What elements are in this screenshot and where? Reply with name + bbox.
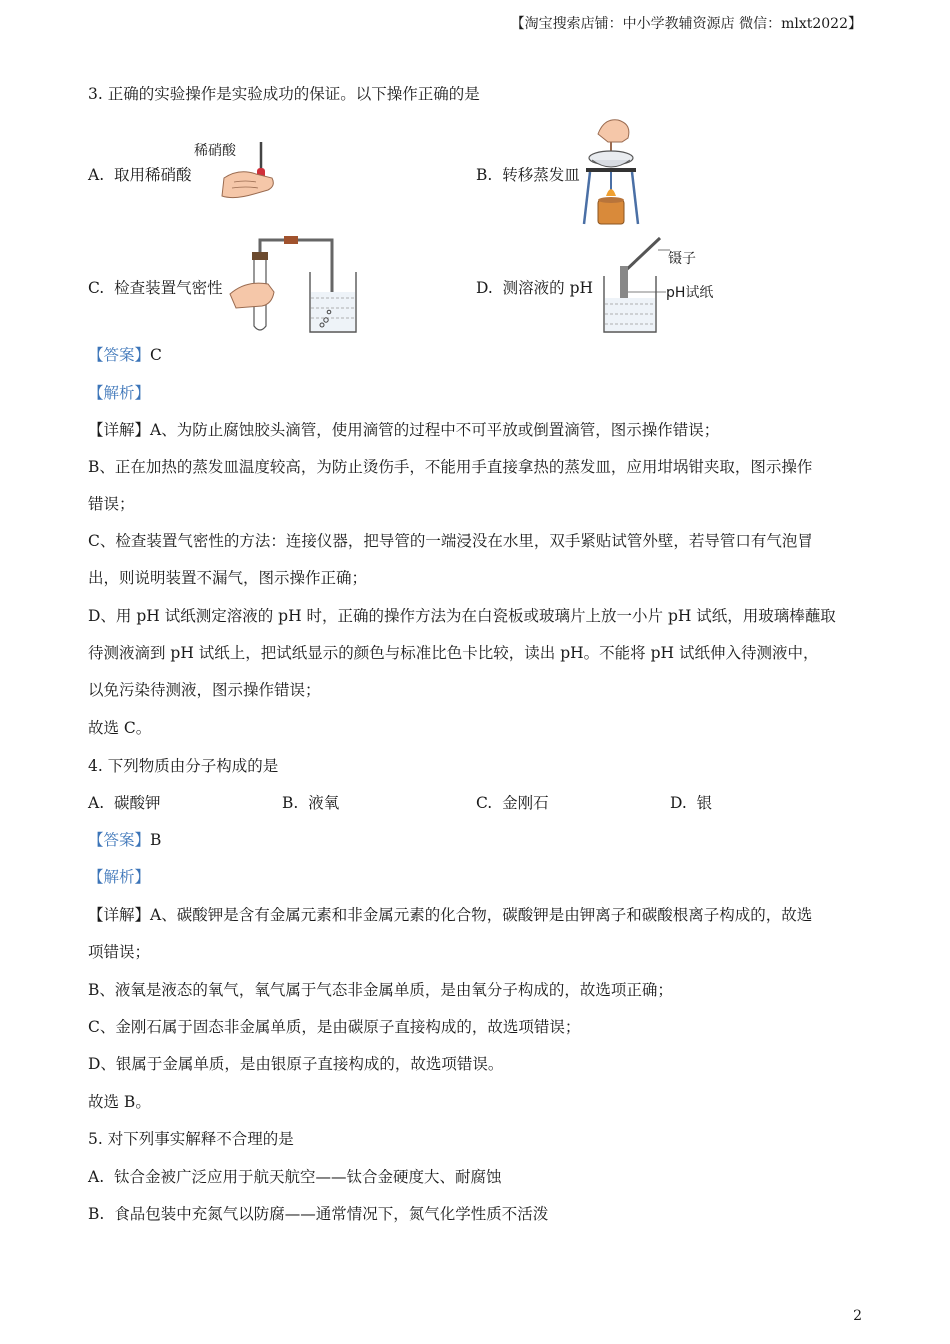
figure-label-nitric-acid: 稀硝酸 — [194, 143, 236, 159]
option-letter: A. — [88, 166, 105, 184]
option-letter: A. — [88, 1168, 105, 1186]
figure-label-ph-paper: pH试纸 — [666, 285, 714, 301]
q4-option-c — [476, 791, 549, 813]
page-number: 2 — [853, 1308, 862, 1324]
q5-option-b — [88, 1202, 548, 1224]
q3-detail-line: B、正在加热的蒸发皿温度较高，为防止烫伤手，不能用手直接拿热的蒸发皿，应用坩埚钳夹取，图示操作 — [88, 458, 813, 476]
q3-detail-line: 以免污染待测液，图示操作错误； — [88, 681, 321, 699]
option-letter: A. — [88, 794, 105, 812]
q4-stem: 4. 下列物质由分子构成的是 — [88, 757, 279, 775]
q3-analysis-tag: 【解析】 — [88, 384, 151, 402]
option-letter: B. — [88, 1205, 105, 1223]
q4-option-b — [282, 791, 339, 813]
figure-evaporating-dish — [578, 112, 644, 230]
q3-detail-line: 错误； — [88, 495, 135, 513]
q3-option-d — [476, 276, 593, 298]
q3-detail-line: 出，则说明装置不漏气，图示操作正确； — [88, 569, 368, 587]
figure-label-tweezers: 镊子 — [668, 251, 696, 267]
q4-analysis-tag: 【解析】 — [88, 868, 151, 886]
option-text: 银 — [696, 794, 713, 812]
figure-dropper — [194, 138, 284, 208]
q4-detail-line: D、银属于金属单质，是由银原子直接构成的，故选项错误。 — [88, 1055, 504, 1073]
option-letter: B. — [282, 794, 299, 812]
q4-detail-line: B、液氧是液态的氧气，氧气属于气态非金属单质，是由氧分子构成的，故选项正确； — [88, 981, 673, 999]
option-letter: C. — [88, 279, 105, 297]
answer-value: B — [150, 831, 162, 849]
q4-answer — [88, 828, 161, 850]
option-text: 金刚石 — [502, 794, 549, 812]
option-letter: B. — [476, 166, 493, 184]
detail-text: A、为防止腐蚀胶头滴管，使用滴管的过程中不可平放或倒置滴管，图示操作错误； — [150, 421, 720, 439]
q4-detail-line: C、金刚石属于固态非金属单质，是由碳原子直接构成的，故选项错误； — [88, 1018, 581, 1036]
option-text: 钛合金被广泛应用于航天航空——钛合金硬度大、耐腐蚀 — [113, 1168, 502, 1186]
option-text: 取用稀硝酸 — [113, 166, 192, 184]
airtightness-apparatus-icon — [226, 232, 362, 334]
option-letter: C. — [476, 794, 493, 812]
q3-answer — [88, 343, 162, 365]
figure-airtightness — [226, 232, 362, 334]
option-letter: D. — [670, 794, 687, 812]
option-letter: D. — [476, 279, 493, 297]
detail-text: A、碳酸钾是含有金属元素和非金属元素的化合物，碳酸钾是由钾离子和碳酸根离子构成的，故选 — [150, 906, 813, 924]
q5-stem: 5. 对下列事实解释不合理的是 — [88, 1130, 294, 1148]
evaporating-dish-icon — [578, 112, 644, 230]
q4-conclusion: 故选 B。 — [88, 1093, 151, 1111]
option-text: 转移蒸发皿 — [502, 166, 580, 184]
dropper-hand-icon — [194, 138, 284, 208]
detail-tag: 【详解】 — [88, 906, 151, 924]
figure-ph-test — [600, 236, 730, 336]
option-text: 检查装置气密性 — [114, 279, 223, 297]
option-text: 测溶液的 pH — [502, 279, 594, 297]
q3-option-c — [88, 276, 223, 298]
option-text: 液氧 — [308, 794, 340, 812]
option-text: 碳酸钾 — [113, 794, 161, 812]
q3-option-a — [88, 163, 192, 185]
q5-option-a — [88, 1165, 502, 1187]
q3-conclusion: 故选 C。 — [88, 719, 152, 737]
answer-tag: 【答案】 — [88, 346, 151, 364]
page-header: 【淘宝搜索店铺：中小学教辅资源店 微信：mlxt2022】 — [510, 16, 862, 32]
q3-option-b — [476, 163, 580, 185]
q4-option-d — [670, 791, 712, 813]
q3-detail-line: D、用 pH 试纸测定溶液的 pH 时，正确的操作方法为在白瓷板或玻璃片上放一小片 pH 试纸，用玻璃棒蘸取 — [88, 607, 836, 625]
answer-tag: 【答案】 — [88, 831, 151, 849]
q3-detail-line: C、检查装置气密性的方法：连接仪器，把导管的一端浸没在水里，双手紧贴试管外壁，若导管口有气泡冒 — [88, 532, 813, 550]
q3-detail-line — [88, 418, 719, 440]
answer-value: C — [150, 346, 162, 364]
detail-tag: 【详解】 — [88, 421, 151, 439]
q4-option-a — [88, 791, 161, 813]
q3-detail-line: 待测液滴到 pH 试纸上，把试纸显示的颜色与标准比色卡比较，读出 pH。不能将 pH 试纸伸入待测液中， — [88, 644, 819, 662]
q3-stem: 3. 正确的实验操作是实验成功的保证。以下操作正确的是 — [88, 85, 480, 103]
q4-detail-line — [88, 903, 812, 925]
option-text: 食品包装中充氮气以防腐——通常情况下，氮气化学性质不活泼 — [114, 1205, 549, 1223]
ph-beaker-icon — [600, 236, 730, 336]
q4-detail-line: 项错误； — [88, 943, 151, 961]
